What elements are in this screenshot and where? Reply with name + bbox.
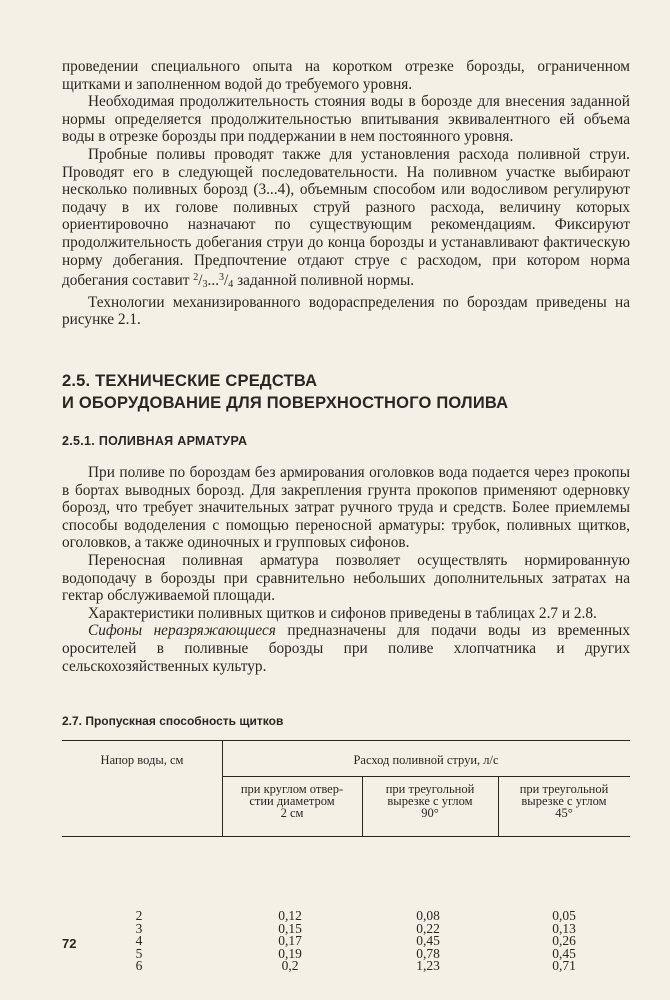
subheader-triangle-45 (498, 783, 630, 819)
page-number: 72 (62, 936, 77, 951)
table-cell: 6 (135, 958, 143, 974)
intro-text (62, 58, 630, 329)
subheader-line: вырезке с углом (387, 794, 473, 808)
table-cell: 0,45 (552, 945, 576, 961)
subheader-line: при круглом отвер- (240, 782, 344, 796)
paragraph: Пробные поливы проводят также для установления расхода поливной струи. Проводят его в следующей последовательности. На поливном участке выбирают несколько поливных борозд (3...4), объемным способом или водосливом регулируют подачу в их голове поливных струй разного расхода, величину которых ориентировочно назначают по существующим рекомендациям. Фиксируют продолжительность добегания струи до конца борозды и устанавливают фактическую норму добегания. Предпочтение отдают струе с расходом, при котором норма добегания составит $^2/_3...^3/_4$ заданной поливной нормы. (62, 145, 630, 291)
section-heading (62, 370, 508, 414)
table-cell: 0,15 (278, 920, 302, 936)
section-heading-line: 2.5. ТЕХНИЧЕСКИЕ СРЕДСТВА (62, 372, 318, 390)
section-heading-line: И ОБОРУДОВАНИЕ ДЛЯ ПОВЕРХНОСТНОГО ПОЛИВА (62, 394, 509, 412)
table-top-rule (62, 740, 630, 741)
header-group: Расход поливной струи, л/с (353, 753, 499, 767)
header-left: Напор воды, см (100, 753, 184, 767)
subheader-line: 45° (555, 806, 573, 820)
fraction-numerator: 2 (193, 272, 199, 284)
table-cell: 5 (135, 945, 143, 961)
fraction-separator: ... (207, 272, 220, 290)
column-head (114, 910, 164, 973)
fraction-numerator: 3 (219, 272, 225, 284)
subheader-line: вырезке с углом (521, 794, 607, 808)
table-cell: 0,22 (416, 920, 440, 936)
paragraph-text: предназначены для подачи воды из временных оросителей в поливные борозды при поливе хлопчатника и других сельскохозяйственных культур. (62, 622, 630, 675)
fraction-denominator: 4 (228, 279, 234, 291)
table-cell: 0,71 (552, 958, 576, 974)
subheader-line: стии диаметром (249, 794, 335, 808)
table-cell: 0,45 (416, 933, 440, 949)
table-cell: 3 (135, 920, 143, 936)
paragraph (62, 622, 630, 675)
subheader-triangle-90 (362, 783, 498, 819)
table-cell: 0,19 (278, 945, 302, 961)
subheader-line: 90° (421, 806, 439, 820)
table-cell: 0,08 (416, 908, 440, 923)
table-cell: 2 (135, 908, 143, 923)
table-group-rule (222, 776, 630, 777)
subheader-line: при треугольной (385, 782, 475, 796)
column-triangle-45 (534, 910, 594, 973)
paragraph: проведении специального опыта на коротком отрезке борозды, ограниченном щитками и заполненном водой до требуемого уровня. (62, 58, 630, 93)
table-cell: 0,05 (552, 908, 576, 923)
body-text (62, 464, 630, 675)
paragraph: Необходимая продолжительность стояния воды в борозде для внесения заданной нормы определяется продолжительностью впитывания эквивалентного ей объема воды в отрезке борозды при поддержании в нем постоянного уровня. (62, 93, 630, 146)
paragraph: Характеристики поливных щитков и сифонов приведены в таблицах 2.7 и 2.8. (88, 604, 597, 622)
table-cell: 4 (135, 933, 143, 949)
data-table (62, 740, 630, 990)
table-cell: 0,17 (278, 933, 302, 949)
subsection-heading: 2.5.1. ПОЛИВНАЯ АРМАТУРА (62, 434, 248, 448)
paragraph-text: Пробные поливы проводят также для установления расхода поливной струи. Проводят его в следующей последовательности. На поливном участке выбирают несколько поливных борозд (3...4), объемным способом или водосливом регулируют подачу в их голове поливных струй разного расхода, величину которых ориентировочно назначают по существующим рекомендациям. Фиксируют продолжительность добегания струи до конца борозды и устанавливают фактическую норму добегания. Предпочтение отдают струе с расходом, при котором норма добегания составит (62, 145, 630, 290)
column-round-hole (260, 910, 320, 973)
fraction-denominator: 3 (202, 279, 208, 291)
subheader-line: 2 см (280, 806, 304, 820)
table-caption: 2.7. Пропускная способность щитков (62, 714, 284, 728)
column-triangle-90 (398, 910, 458, 973)
table-cell: 0,12 (278, 908, 302, 923)
subheader-line: при треугольной (519, 782, 609, 796)
paragraph: Технологии механизированного водораспределения по бороздам приведены на рисунке 2.1. (62, 293, 630, 329)
table-cell: 1,23 (416, 958, 440, 974)
table-cell: 0,13 (552, 920, 576, 936)
table-header-rule (62, 836, 630, 837)
table-cell: 0,78 (416, 945, 440, 961)
italic-term: Сифоны неразряжающиеся (88, 622, 276, 640)
paragraph: Переносная поливная арматура позволяет осуществлять нормированную водоподачу в борозды при сравнительно небольших дополнительных затратах на гектар обслуживаемой площади. (62, 551, 630, 605)
table-cell: 0,26 (552, 933, 576, 949)
table-cell: 0,2 (281, 958, 299, 974)
paragraph-text: заданной поливной нормы. (233, 272, 415, 290)
paragraph: При поливе по бороздам без армирования оголовков вода подается через прокопы в бортах выводных борозд. Для закрепления грунта прокопов применяют одерновку борозд, что требует значительных затрат ручного труда и средств. Более приемлемы способы вододеления с помощью переносной арматуры: трубок, поливных щитков, оголовков, а также одиночных и групповых сифонов. (62, 464, 630, 552)
subheader-round-hole (222, 783, 362, 819)
